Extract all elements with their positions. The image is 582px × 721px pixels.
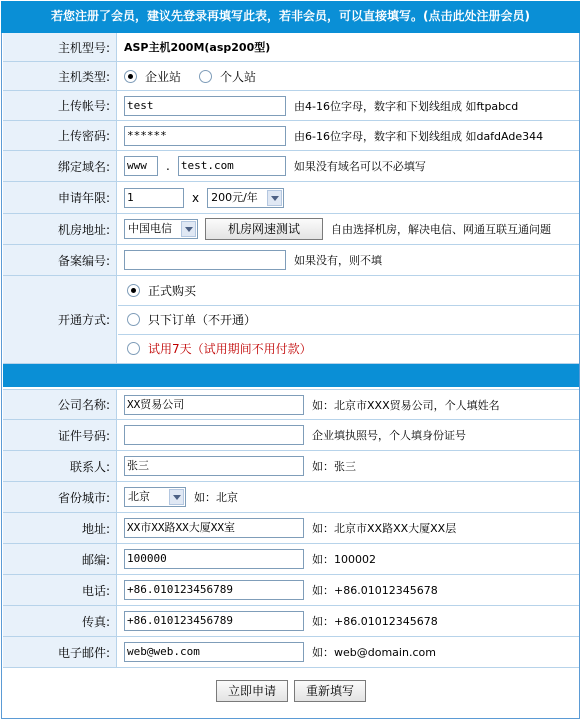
years-times: x: [192, 190, 200, 205]
icp-label: 备案编号:: [3, 245, 117, 275]
company-input[interactable]: XX贸易公司: [124, 395, 304, 415]
domain-input[interactable]: test.com: [178, 156, 286, 176]
host-type-personal-radio[interactable]: [199, 70, 212, 83]
datacenter-hint: 自由选择机房，解决电信、网通互联互通问题: [331, 223, 551, 236]
address-hint: 如：北京市XX路XX大厦XX层: [312, 522, 457, 535]
row-contact: [3, 451, 579, 482]
domain-prefix-input[interactable]: www: [124, 156, 158, 176]
icp-hint: 如果没有，则不填: [294, 254, 382, 267]
section-divider: [3, 364, 579, 387]
reset-button[interactable]: 重新填写: [294, 680, 366, 702]
form-actions: [3, 668, 579, 714]
email-input[interactable]: web@web.com: [124, 642, 304, 662]
contact-hint: 如：张三: [312, 460, 356, 473]
upload-account-hint: 由4-16位字母，数字和下划线组成 如ftpabcd: [294, 99, 519, 113]
row-activation: [3, 276, 579, 364]
row-zip: [3, 544, 579, 575]
address-input[interactable]: XX市XX路XX大厦XX室: [124, 518, 304, 538]
activation-order-radio[interactable]: [127, 313, 140, 326]
years-label: 申请年限:: [3, 182, 117, 213]
price-select[interactable]: [207, 188, 284, 208]
upload-password-label: 上传密码:: [3, 121, 117, 150]
row-host-type: [3, 62, 579, 91]
row-icp: [3, 245, 579, 276]
fax-hint: 如：+86.01012345678: [312, 615, 438, 628]
activation-buy-label: 正式购买: [148, 284, 197, 298]
register-banner-link[interactable]: 若您注册了会员，建议先登录再填写此表，若非会员，可以直接填写。(点击此处注册会员): [1, 1, 580, 33]
domain-dot: .: [166, 159, 170, 173]
years-input[interactable]: 1: [124, 188, 184, 208]
upload-account-label: 上传帐号:: [3, 91, 117, 120]
phone-input[interactable]: +86.010123456789: [124, 580, 304, 600]
row-upload-account: [3, 91, 579, 121]
chevron-down-icon: [267, 190, 282, 206]
row-upload-password: [3, 121, 579, 151]
row-id-number: [3, 420, 579, 451]
activation-order-label: 只下订单（不开通）: [148, 313, 257, 327]
email-label: 电子邮件:: [3, 637, 117, 667]
domain-label: 绑定域名:: [3, 151, 117, 181]
row-fax: [3, 606, 579, 637]
submit-button[interactable]: 立即申请: [216, 680, 288, 702]
id-number-label: 证件号码:: [3, 420, 117, 450]
fax-label: 传真:: [3, 606, 117, 636]
host-type-personal-label: 个人站: [220, 69, 257, 84]
activation-buy-radio[interactable]: [127, 284, 140, 297]
id-number-input[interactable]: [124, 425, 304, 445]
company-hint: 如：北京市XXX贸易公司，个人填姓名: [312, 398, 500, 412]
province-hint: 如：北京: [194, 491, 238, 504]
row-datacenter: [3, 214, 579, 245]
email-hint: 如：web@domain.com: [312, 646, 436, 659]
activation-label: 开通方式:: [3, 276, 117, 363]
phone-hint: 如：+86.01012345678: [312, 584, 438, 597]
row-company: [3, 389, 579, 420]
province-label: 省份城市:: [3, 482, 117, 512]
province-select[interactable]: [124, 487, 186, 507]
contact-input[interactable]: 张三: [124, 456, 304, 476]
row-address: [3, 513, 579, 544]
datacenter-select[interactable]: [124, 219, 198, 239]
datacenter-select-value: 中国电信: [128, 222, 172, 235]
zip-hint: 如：100002: [312, 553, 376, 566]
company-label: 公司名称:: [3, 390, 117, 419]
host-model-value: ASP主机200M(asp200型): [124, 41, 271, 54]
speed-test-button[interactable]: 机房网速测试: [205, 218, 323, 240]
row-domain: [3, 151, 579, 182]
row-years: [3, 182, 579, 214]
datacenter-label: 机房地址:: [3, 214, 117, 244]
zip-input[interactable]: 100000: [124, 549, 304, 569]
upload-password-input[interactable]: ******: [124, 126, 286, 146]
chevron-down-icon: [169, 489, 184, 505]
host-model-label: 主机型号:: [3, 33, 117, 61]
activation-trial-label: 试用7天（试用期间不用付款）: [148, 342, 312, 356]
fax-input[interactable]: +86.010123456789: [124, 611, 304, 631]
zip-label: 邮编:: [3, 544, 117, 574]
province-select-value: 北京: [128, 490, 150, 503]
chevron-down-icon: [181, 221, 196, 237]
upload-password-hint: 由6-16位字母，数字和下划线组成 如dafdAde344: [294, 129, 544, 143]
row-phone: [3, 575, 579, 606]
row-province: [3, 482, 579, 513]
price-select-value: 200元/年: [211, 190, 258, 204]
icp-input[interactable]: [124, 250, 286, 270]
host-type-label: 主机类型:: [3, 62, 117, 90]
upload-account-input[interactable]: test: [124, 96, 286, 116]
phone-label: 电话:: [3, 575, 117, 605]
row-host-model: [3, 33, 579, 62]
id-number-hint: 企业填执照号，个人填身份证号: [312, 429, 466, 442]
contact-label: 联系人:: [3, 451, 117, 481]
row-email: [3, 637, 579, 668]
host-type-enterprise-label: 企业站: [145, 69, 182, 84]
host-type-enterprise-radio[interactable]: [124, 70, 137, 83]
domain-hint: 如果没有域名可以不必填写: [293, 160, 426, 173]
address-label: 地址:: [3, 513, 117, 543]
activation-trial-radio[interactable]: [127, 342, 140, 355]
